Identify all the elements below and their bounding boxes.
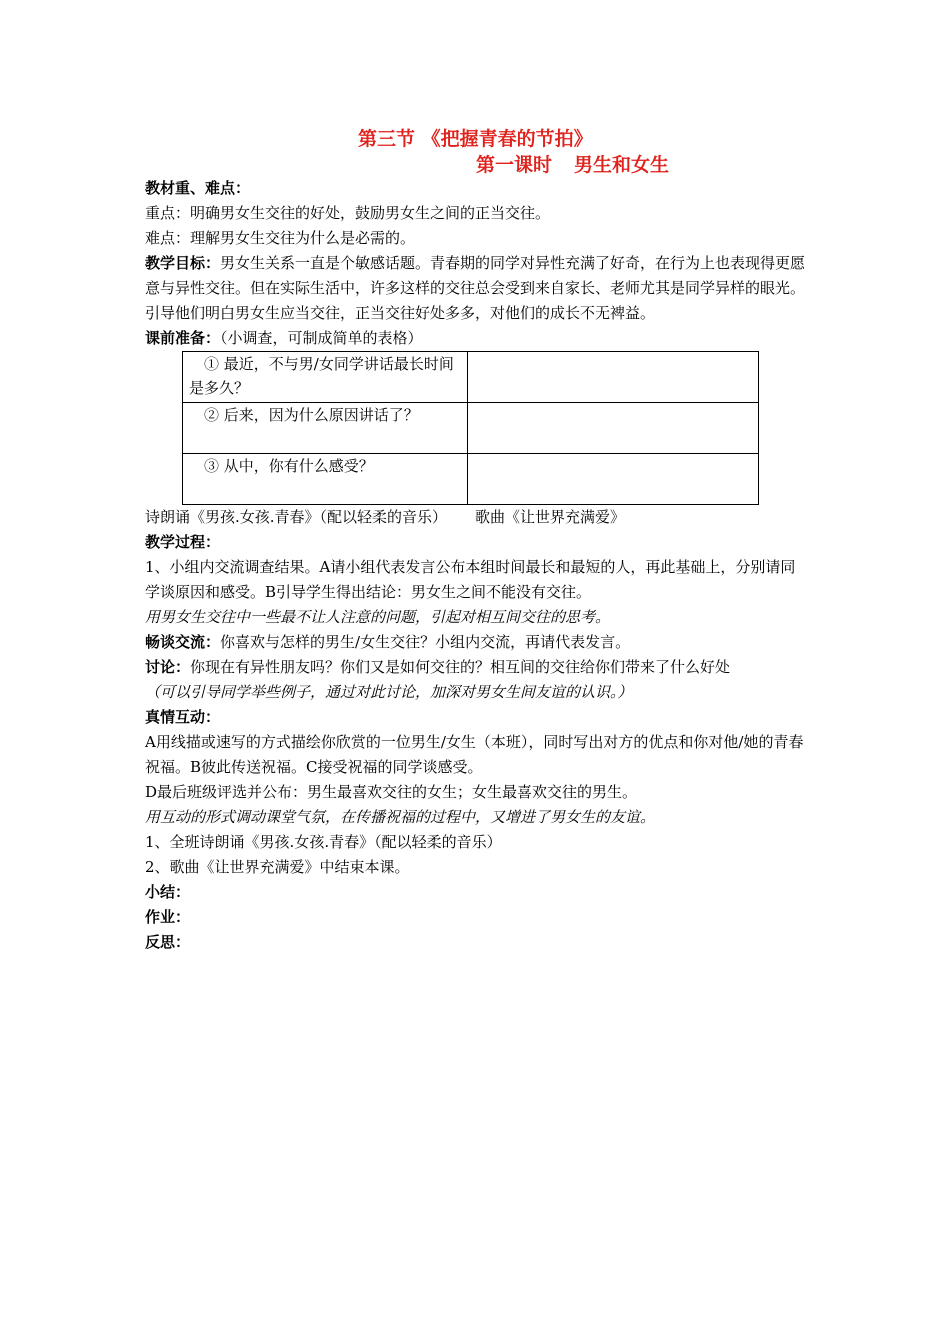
survey-question: ② 后来，因为什么原因讲话了？ (183, 403, 468, 454)
objectives-paragraph (145, 251, 810, 326)
lesson-title (476, 150, 669, 177)
process-heading: 教学过程： (145, 533, 221, 551)
media-line (145, 505, 810, 530)
chat-label: 畅谈交流： (145, 633, 221, 651)
ending-step-2: 2、歌曲《让世界充满爱》中结束本课。 (145, 858, 410, 876)
chat-text: 你喜欢与怎样的男生/女生交往？小组内交流，再请代表发言。 (220, 633, 631, 651)
difficulty-point: 难点：理解男女生交往为什么是必需的。 (145, 229, 416, 247)
focus-point: 重点：明确男女生交往的好处，鼓励男女生之间的正当交往。 (145, 204, 551, 222)
survey-answer (468, 403, 759, 454)
key-points-heading: 教材重、难点： (145, 179, 251, 197)
interact-d: D最后班级评选并公布：男生最喜欢交往的女生；女生最喜欢交往的男生。 (145, 783, 638, 801)
process-step-1: 1、小组内交流调查结果。A请小组代表发言公布本组时间最长和最短的人，再此基础上，分别请同学谈原因和感受。B引导学生得出结论：男女生之间不能没有交往。 (145, 558, 796, 601)
objectives-label: 教学目标： (145, 254, 221, 272)
summary-label: 小结： (145, 883, 191, 901)
interact-text: A用线描或速写的方式描绘你欣赏的一位男生/女生（本班），同时写出对方的优点和你对他/她的青春祝福。B彼此传送祝福。C接受祝福的同学谈感受。 (145, 733, 804, 776)
preparation-note: （小调查，可制成简单的表格） (220, 329, 423, 347)
survey-answer (468, 352, 759, 403)
survey-question: ① 最近，不与男/女同学讲话最长时间是多久？ (183, 352, 468, 403)
section-title: 第三节 《把握青春的节拍》 (358, 128, 593, 150)
discuss-label: 讨论： (145, 658, 191, 676)
song-item: 歌曲《让世界充满爱》 (475, 508, 626, 526)
survey-answer (468, 454, 759, 505)
preparation-line (145, 326, 810, 351)
process-step-1-note: 用男女生交往中一些最不让人注意的问题，引起对相互间交往的思考。 (145, 608, 611, 626)
table-row (183, 403, 759, 454)
objectives-text: 男女生关系一直是个敏感话题。青春期的同学对异性充满了好奇，在行为上也表现得更愿意与异性交往。但在实际生活中，许多这样的交往总会受到来自家长、老师尤其是同学异样的眼光。引导他们明白男女生应当交往，正当交往好处多多，对他们的成长不无裨益。 (145, 254, 806, 322)
discuss-text: 你现在有异性朋友吗？你们又是如何交往的？相互间的交往给你们带来了什么好处 (190, 658, 731, 676)
survey-table (182, 351, 759, 505)
interact-note: 用互动的形式调动课堂气氛，在传播祝福的过程中，又增进了男女生的友谊。 (145, 808, 656, 826)
table-row (183, 454, 759, 505)
reflection-label: 反思： (145, 933, 191, 951)
lesson-label: 第一课时 (476, 154, 553, 176)
document-body (145, 176, 810, 955)
poem-item: 诗朗诵《男孩.女孩.青春》（配以轻柔的音乐） (145, 508, 448, 526)
interact-heading: 真情互动： (145, 708, 221, 726)
homework-label: 作业： (145, 908, 191, 926)
discuss-paragraph (145, 655, 810, 680)
lesson-topic: 男生和女生 (574, 154, 670, 176)
discuss-note: （可以引导同学举些例子，通过对此讨论，加深对男女生间友谊的认识。） (145, 683, 633, 701)
chat-paragraph (145, 630, 810, 655)
preparation-label: 课前准备： (145, 329, 221, 347)
survey-question: ③ 从中，你有什么感受？ (183, 454, 468, 505)
table-row (183, 352, 759, 403)
ending-step-1: 1、全班诗朗诵《男孩.女孩.青春》（配以轻柔的音乐） (145, 833, 502, 851)
